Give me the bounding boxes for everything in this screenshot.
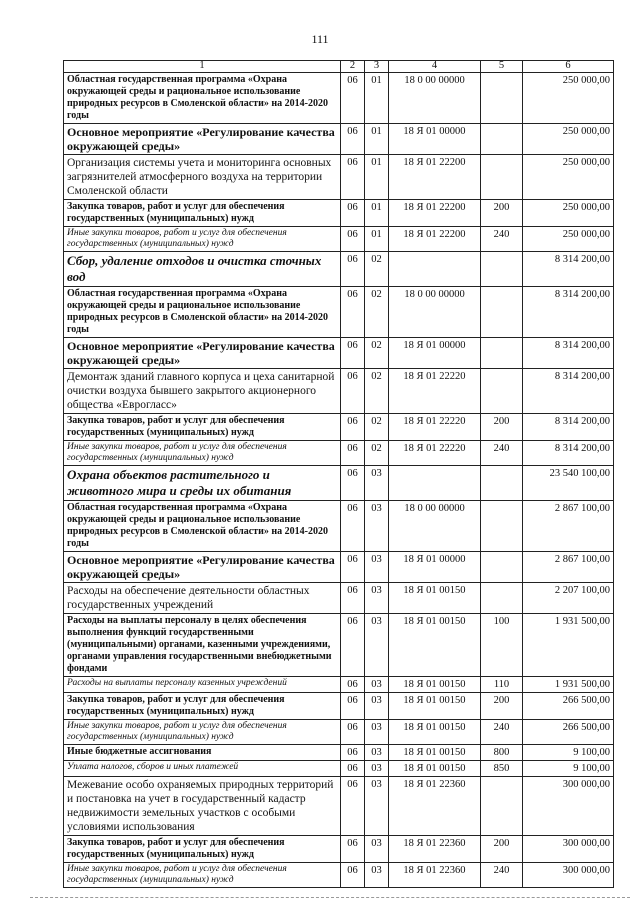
table-row — [64, 836, 614, 863]
row-amount-cell: 300 000,00 — [523, 863, 614, 888]
column-header-section: 2 — [341, 61, 365, 73]
row-expense-type-cell: 200 — [481, 836, 523, 863]
row-amount-cell: 8 314 200,00 — [523, 252, 614, 287]
row-name-cell: Иные закупки товаров, работ и услуг для обеспечения государственных (муниципальных) нужд — [64, 227, 341, 252]
table-row — [64, 227, 614, 252]
row-amount-cell: 250 000,00 — [523, 124, 614, 155]
row-subsection-cell: 03 — [365, 720, 389, 745]
row-section-cell: 06 — [341, 369, 365, 414]
table-row — [64, 124, 614, 155]
row-subsection-cell: 01 — [365, 155, 389, 200]
row-amount-cell: 1 931 500,00 — [523, 614, 614, 677]
row-section-cell: 06 — [341, 552, 365, 583]
row-target-code-cell: 18 Я 01 22220 — [389, 414, 481, 441]
row-section-cell: 06 — [341, 200, 365, 227]
row-target-code-cell: 18 Я 01 00000 — [389, 338, 481, 369]
row-name-cell: Расходы на обеспечение деятельности областных государственных учреждений — [64, 583, 341, 614]
row-section-cell: 06 — [341, 338, 365, 369]
row-expense-type-cell — [481, 466, 523, 501]
column-header-subsection: 3 — [365, 61, 389, 73]
row-name-cell: Закупка товаров, работ и услуг для обеспечения государственных (муниципальных) нужд — [64, 414, 341, 441]
table-row — [64, 552, 614, 583]
row-amount-cell: 250 000,00 — [523, 155, 614, 200]
row-subsection-cell: 02 — [365, 287, 389, 338]
table-row — [64, 200, 614, 227]
column-header-target-code: 4 — [389, 61, 481, 73]
row-subsection-cell: 03 — [365, 466, 389, 501]
row-name-cell: Областная государственная программа «Охрана окружающей среды и рациональное использование природных ресурсов в Смоленской области» на 2014-2020 годы — [64, 287, 341, 338]
row-amount-cell: 8 314 200,00 — [523, 414, 614, 441]
row-target-code-cell: 18 Я 01 00150 — [389, 720, 481, 745]
row-name-cell: Областная государственная программа «Охрана окружающей среды и рациональное использование природных ресурсов в Смоленской области» на 2014-2020 годы — [64, 73, 341, 124]
row-amount-cell: 250 000,00 — [523, 200, 614, 227]
table-row — [64, 369, 614, 414]
row-amount-cell: 2 867 100,00 — [523, 552, 614, 583]
row-target-code-cell: 18 Я 01 22200 — [389, 155, 481, 200]
row-target-code-cell: 18 Я 01 22200 — [389, 227, 481, 252]
row-amount-cell: 8 314 200,00 — [523, 369, 614, 414]
row-section-cell: 06 — [341, 614, 365, 677]
table-row — [64, 677, 614, 693]
row-section-cell: 06 — [341, 155, 365, 200]
row-name-cell: Закупка товаров, работ и услуг для обеспечения государственных (муниципальных) нужд — [64, 200, 341, 227]
row-section-cell: 06 — [341, 414, 365, 441]
row-subsection-cell: 01 — [365, 73, 389, 124]
row-section-cell: 06 — [341, 466, 365, 501]
table-row — [64, 338, 614, 369]
row-target-code-cell — [389, 252, 481, 287]
row-expense-type-cell: 240 — [481, 227, 523, 252]
row-subsection-cell: 01 — [365, 227, 389, 252]
row-name-cell: Сбор, удаление отходов и очистка сточных вод — [64, 252, 341, 287]
row-section-cell: 06 — [341, 287, 365, 338]
row-name-cell: Уплата налогов, сборов и иных платежей — [64, 761, 341, 777]
row-amount-cell: 300 000,00 — [523, 777, 614, 836]
row-amount-cell: 9 100,00 — [523, 745, 614, 761]
row-subsection-cell: 03 — [365, 693, 389, 720]
row-subsection-cell: 02 — [365, 338, 389, 369]
table-row — [64, 252, 614, 287]
column-header-amount: 6 — [523, 61, 614, 73]
page-bottom-edge — [30, 897, 630, 898]
row-target-code-cell: 18 Я 01 00150 — [389, 693, 481, 720]
row-name-cell: Расходы на выплаты персоналу казенных учреждений — [64, 677, 341, 693]
row-target-code-cell: 18 Я 01 22360 — [389, 777, 481, 836]
row-subsection-cell: 03 — [365, 677, 389, 693]
row-expense-type-cell — [481, 552, 523, 583]
row-subsection-cell: 03 — [365, 836, 389, 863]
table-row — [64, 720, 614, 745]
row-name-cell: Областная государственная программа «Охрана окружающей среды и рациональное использование природных ресурсов в Смоленской области» на 2014-2020 годы — [64, 501, 341, 552]
row-target-code-cell: 18 Я 01 00000 — [389, 552, 481, 583]
row-expense-type-cell: 850 — [481, 761, 523, 777]
row-section-cell: 06 — [341, 227, 365, 252]
row-amount-cell: 8 314 200,00 — [523, 338, 614, 369]
row-name-cell: Демонтаж зданий главного корпуса и цеха санитарной очистки воздуха бывшего закрытого акционерного общества «Еврогласс» — [64, 369, 341, 414]
row-name-cell: Иные бюджетные ассигнования — [64, 745, 341, 761]
table-row — [64, 761, 614, 777]
row-amount-cell: 266 500,00 — [523, 693, 614, 720]
row-section-cell: 06 — [341, 863, 365, 888]
row-amount-cell: 9 100,00 — [523, 761, 614, 777]
table-row — [64, 155, 614, 200]
row-amount-cell: 250 000,00 — [523, 73, 614, 124]
row-expense-type-cell: 240 — [481, 863, 523, 888]
row-amount-cell: 2 867 100,00 — [523, 501, 614, 552]
row-subsection-cell: 03 — [365, 863, 389, 888]
row-subsection-cell: 03 — [365, 761, 389, 777]
table-row — [64, 287, 614, 338]
row-section-cell: 06 — [341, 836, 365, 863]
row-expense-type-cell — [481, 777, 523, 836]
row-name-cell: Закупка товаров, работ и услуг для обеспечения государственных (муниципальных) нужд — [64, 836, 341, 863]
row-subsection-cell: 03 — [365, 583, 389, 614]
table-row — [64, 745, 614, 761]
row-amount-cell: 8 314 200,00 — [523, 287, 614, 338]
table-row — [64, 777, 614, 836]
row-section-cell: 06 — [341, 441, 365, 466]
row-expense-type-cell: 800 — [481, 745, 523, 761]
row-target-code-cell: 18 0 00 00000 — [389, 287, 481, 338]
row-section-cell: 06 — [341, 501, 365, 552]
row-target-code-cell: 18 Я 01 22220 — [389, 369, 481, 414]
row-target-code-cell: 18 Я 01 00150 — [389, 745, 481, 761]
row-target-code-cell: 18 Я 01 22360 — [389, 836, 481, 863]
row-expense-type-cell: 200 — [481, 414, 523, 441]
table-row — [64, 863, 614, 888]
row-subsection-cell: 01 — [365, 124, 389, 155]
row-target-code-cell — [389, 466, 481, 501]
table-row — [64, 466, 614, 501]
row-expense-type-cell: 110 — [481, 677, 523, 693]
row-expense-type-cell — [481, 252, 523, 287]
table-row — [64, 501, 614, 552]
row-section-cell: 06 — [341, 583, 365, 614]
table-header-row — [64, 61, 614, 73]
row-amount-cell: 300 000,00 — [523, 836, 614, 863]
row-target-code-cell: 18 Я 01 22360 — [389, 863, 481, 888]
row-name-cell: Основное мероприятие «Регулирование качества окружающей среды» — [64, 552, 341, 583]
row-expense-type-cell: 100 — [481, 614, 523, 677]
page-number: 111 — [311, 32, 329, 46]
row-section-cell: 06 — [341, 252, 365, 287]
budget-table — [63, 60, 614, 888]
row-subsection-cell: 03 — [365, 614, 389, 677]
row-amount-cell: 8 314 200,00 — [523, 441, 614, 466]
row-section-cell: 06 — [341, 73, 365, 124]
row-expense-type-cell — [481, 338, 523, 369]
row-expense-type-cell — [481, 501, 523, 552]
row-expense-type-cell — [481, 583, 523, 614]
row-expense-type-cell: 200 — [481, 693, 523, 720]
row-subsection-cell: 02 — [365, 414, 389, 441]
row-subsection-cell: 02 — [365, 252, 389, 287]
row-amount-cell: 1 931 500,00 — [523, 677, 614, 693]
row-name-cell: Организация системы учета и мониторинга основных загрязнителей атмосферного воздуха на территории Смоленской области — [64, 155, 341, 200]
row-subsection-cell: 01 — [365, 200, 389, 227]
row-section-cell: 06 — [341, 693, 365, 720]
row-subsection-cell: 03 — [365, 745, 389, 761]
row-name-cell: Основное мероприятие «Регулирование качества окружающей среды» — [64, 124, 341, 155]
row-expense-type-cell — [481, 155, 523, 200]
row-expense-type-cell: 240 — [481, 720, 523, 745]
row-amount-cell: 266 500,00 — [523, 720, 614, 745]
row-name-cell: Расходы на выплаты персоналу в целях обеспечения выполнения функций государственными (муниципальными) органами, казенными учреждениями, органами управления государственными внебюджетными фондами — [64, 614, 341, 677]
row-subsection-cell: 02 — [365, 369, 389, 414]
row-name-cell: Иные закупки товаров, работ и услуг для обеспечения государственных (муниципальных) нужд — [64, 863, 341, 888]
row-amount-cell: 2 207 100,00 — [523, 583, 614, 614]
row-section-cell: 06 — [341, 777, 365, 836]
table-body — [64, 73, 614, 888]
row-subsection-cell: 02 — [365, 441, 389, 466]
table-row — [64, 693, 614, 720]
row-section-cell: 06 — [341, 124, 365, 155]
row-name-cell: Межевание особо охраняемых природных территорий и постановка на учет в государственный кадастр недвижимости земельных участков с особыми условиями использования — [64, 777, 341, 836]
column-header-name: 1 — [64, 61, 341, 73]
table-row — [64, 441, 614, 466]
row-target-code-cell: 18 Я 01 00150 — [389, 761, 481, 777]
row-name-cell: Охрана объектов растительного и животного мира и среды их обитания — [64, 466, 341, 501]
row-amount-cell: 23 540 100,00 — [523, 466, 614, 501]
row-target-code-cell: 18 0 00 00000 — [389, 501, 481, 552]
row-expense-type-cell — [481, 73, 523, 124]
row-name-cell: Иные закупки товаров, работ и услуг для обеспечения государственных (муниципальных) нужд — [64, 441, 341, 466]
row-subsection-cell: 03 — [365, 552, 389, 583]
row-name-cell: Закупка товаров, работ и услуг для обеспечения государственных (муниципальных) нужд — [64, 693, 341, 720]
row-amount-cell: 250 000,00 — [523, 227, 614, 252]
row-target-code-cell: 18 Я 01 00000 — [389, 124, 481, 155]
column-header-expense-type: 5 — [481, 61, 523, 73]
table-row — [64, 614, 614, 677]
row-section-cell: 06 — [341, 720, 365, 745]
row-section-cell: 06 — [341, 745, 365, 761]
row-expense-type-cell — [481, 369, 523, 414]
row-subsection-cell: 03 — [365, 501, 389, 552]
row-name-cell: Иные закупки товаров, работ и услуг для обеспечения государственных (муниципальных) нужд — [64, 720, 341, 745]
row-target-code-cell: 18 Я 01 22220 — [389, 441, 481, 466]
row-name-cell: Основное мероприятие «Регулирование качества окружающей среды» — [64, 338, 341, 369]
row-target-code-cell: 18 Я 01 00150 — [389, 677, 481, 693]
row-expense-type-cell — [481, 124, 523, 155]
row-target-code-cell: 18 Я 01 00150 — [389, 614, 481, 677]
row-subsection-cell: 03 — [365, 777, 389, 836]
row-target-code-cell: 18 0 00 00000 — [389, 73, 481, 124]
row-expense-type-cell — [481, 287, 523, 338]
table-row — [64, 414, 614, 441]
table-row — [64, 583, 614, 614]
row-target-code-cell: 18 Я 01 00150 — [389, 583, 481, 614]
row-expense-type-cell: 240 — [481, 441, 523, 466]
row-target-code-cell: 18 Я 01 22200 — [389, 200, 481, 227]
row-section-cell: 06 — [341, 677, 365, 693]
row-section-cell: 06 — [341, 761, 365, 777]
table-row — [64, 73, 614, 124]
row-expense-type-cell: 200 — [481, 200, 523, 227]
